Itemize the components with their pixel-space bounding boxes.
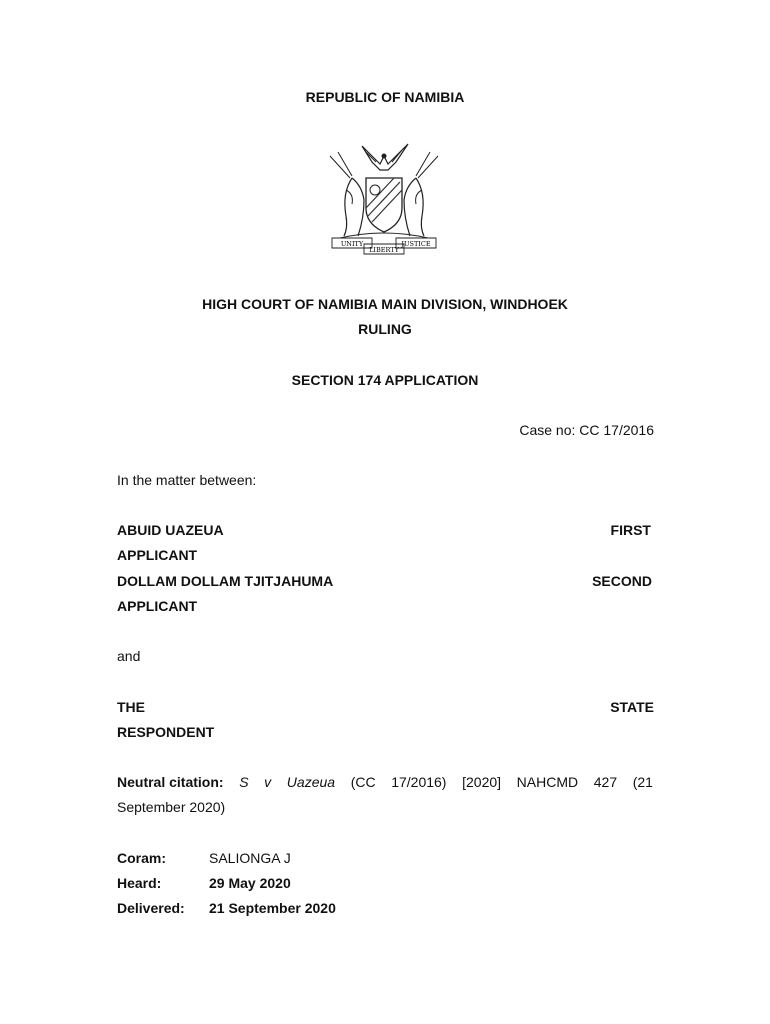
case-number: Case no: CC 17/2016 xyxy=(519,422,654,438)
court-name: HIGH COURT OF NAMIBIA MAIN DIVISION, WINDHOEK xyxy=(202,296,568,312)
second-applicant-role: SECOND xyxy=(592,573,652,589)
and-separator: and xyxy=(117,648,141,664)
first-applicant-role: FIRST xyxy=(610,522,651,538)
citation-word: S xyxy=(239,774,249,790)
second-applicant-role-cont: APPLICANT xyxy=(117,598,198,614)
heard-value: 29 May 2020 xyxy=(209,875,291,891)
delivered-value: 21 September 2020 xyxy=(209,900,336,916)
crest-motto-unity: UNITY xyxy=(340,240,364,248)
neutral-citation-line2: September 2020) xyxy=(117,799,226,815)
heard-label: Heard: xyxy=(117,875,162,891)
citation-word: (CC xyxy=(350,774,376,790)
neutral-citation-line1 xyxy=(117,773,653,791)
respondent-role: RESPONDENT xyxy=(117,724,215,740)
crest-motto-liberty: LIBERTY xyxy=(369,246,399,254)
first-applicant-role-cont: APPLICANT xyxy=(117,547,198,563)
neutral-citation-label: Neutral citation: xyxy=(117,774,224,790)
citation-word: 427 xyxy=(593,774,618,790)
citation-word: v xyxy=(264,774,272,790)
second-applicant-name: DOLLAM DOLLAM TJITJAHUMA xyxy=(117,573,334,589)
coram-label: Coram: xyxy=(117,850,167,866)
delivered-label: Delivered: xyxy=(117,900,185,916)
application-subject: SECTION 174 APPLICATION xyxy=(291,372,479,388)
citation-word: Uazeua xyxy=(286,774,336,790)
republic-heading: REPUBLIC OF NAMIBIA xyxy=(305,89,465,105)
matter-intro: In the matter between: xyxy=(117,472,257,488)
respondent-name: STATE xyxy=(610,699,654,715)
first-applicant-name: ABUID UAZEUA xyxy=(117,522,224,538)
respondent-article: THE xyxy=(117,699,145,715)
citation-word: NAHCMD xyxy=(516,774,579,790)
citation-word: (21 xyxy=(632,774,653,790)
document-type: RULING xyxy=(358,321,412,337)
citation-word: 17/2016) xyxy=(391,774,447,790)
crest-motto-justice: JUSTICE xyxy=(401,240,431,248)
coram-value: SALIONGA J xyxy=(209,850,291,866)
citation-word: [2020] xyxy=(462,774,502,790)
namibia-coat-of-arms-icon xyxy=(322,138,446,258)
